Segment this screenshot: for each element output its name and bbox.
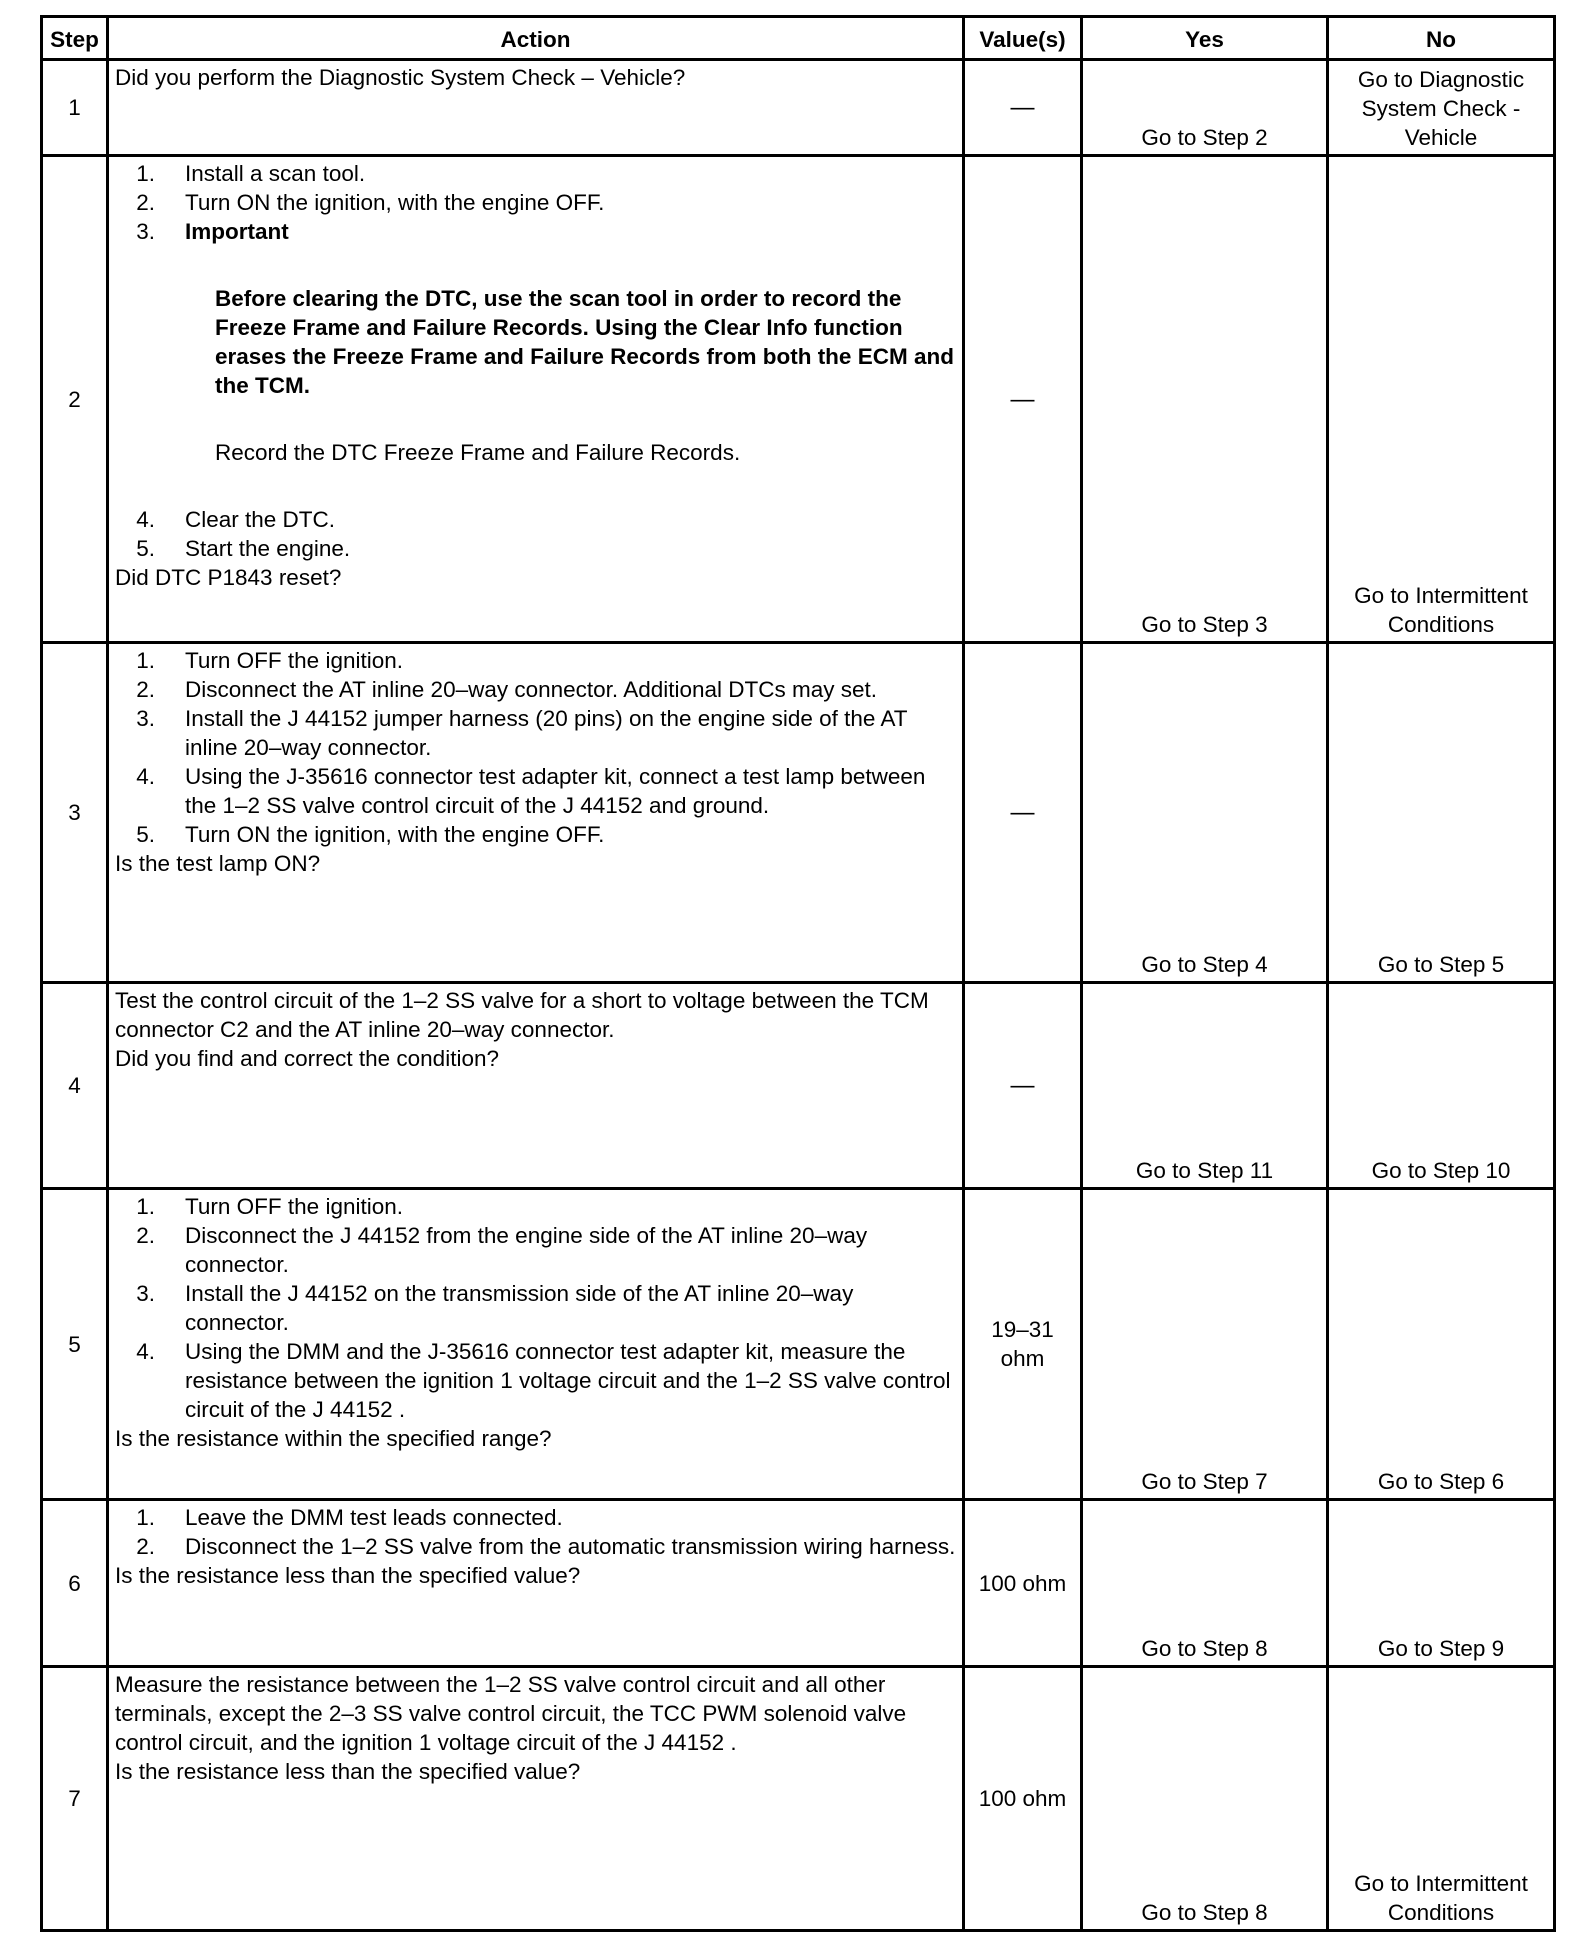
header-values: Value(s) xyxy=(964,17,1082,60)
question-text: Is the test lamp ON? xyxy=(115,851,321,876)
table-row-step-2 xyxy=(42,156,1555,643)
step-number: 6 xyxy=(42,1500,108,1667)
important-note: Before clearing the DTC, use the scan tool in order to record the Freeze Frame and Failure Records. Using the Clear Info function erases the Freeze Frame and Failure Records from both the ECM and the TCM. xyxy=(215,286,954,398)
action-cell xyxy=(108,983,964,1189)
action-cell xyxy=(108,1500,964,1667)
value-cell: — xyxy=(964,60,1082,156)
step-number: 7 xyxy=(42,1667,108,1931)
list-item: 5. Turn ON the ignition, with the engine OFF. xyxy=(136,822,605,847)
yes-link[interactable]: Go to Step 11 xyxy=(1082,983,1328,1189)
action-cell xyxy=(108,1189,964,1500)
yes-link[interactable]: Go to Step 3 xyxy=(1082,156,1328,643)
value-cell: 19–31 ohm xyxy=(964,1189,1082,1500)
header-step: Step xyxy=(42,17,108,60)
list-item: 3. Install the J 44152 on the transmission side of the AT inline 20–way connector. xyxy=(136,1281,854,1335)
list-item: 2. Disconnect the 1–2 SS valve from the automatic transmission wiring harness. xyxy=(136,1534,956,1559)
action-steps xyxy=(115,159,956,563)
action-cell xyxy=(108,643,964,983)
action-text: Test the control circuit of the 1–2 SS valve for a short to voltage between the TCM connector C2 and the AT inline 20–way connector. xyxy=(115,988,929,1042)
table-row-step-1 xyxy=(42,60,1555,156)
question-text: Is the resistance less than the specified value? xyxy=(115,1563,581,1588)
no-link[interactable]: Go to Step 10 xyxy=(1328,983,1555,1189)
action-cell xyxy=(108,1667,964,1931)
no-link[interactable]: Go to Intermittent Conditions xyxy=(1328,156,1555,643)
no-link[interactable]: Go to Step 9 xyxy=(1328,1500,1555,1667)
list-item: 3. Important xyxy=(115,217,956,246)
question-text: Is the resistance less than the specified value? xyxy=(115,1759,581,1784)
list-item: 4. Using the J-35616 connector test adapter kit, connect a test lamp between the 1–2 SS valve control circuit of the J 44152 and ground. xyxy=(136,764,926,818)
action-text: Measure the resistance between the 1–2 SS valve control circuit and all other terminals, except the 2–3 SS valve control circuit, the TCC PWM solenoid valve control circuit, and the ignition 1 voltage circuit of the J 44152 . xyxy=(115,1672,907,1755)
list-item: 1. Install a scan tool. xyxy=(136,161,366,186)
yes-link[interactable]: Go to Step 4 xyxy=(1082,643,1328,983)
step-list xyxy=(115,646,956,849)
diagnostic-table xyxy=(40,15,1556,1932)
table-row-step-4 xyxy=(42,983,1555,1189)
no-link[interactable]: Go to Diagnostic System Check - Vehicle xyxy=(1328,60,1555,156)
yes-link[interactable]: Go to Step 2 xyxy=(1082,60,1328,156)
table-row-step-3 xyxy=(42,643,1555,983)
no-link[interactable]: Go to Step 5 xyxy=(1328,643,1555,983)
value-cell: — xyxy=(964,643,1082,983)
step-number: 4 xyxy=(42,983,108,1189)
step-number: 2 xyxy=(42,156,108,643)
list-item: 1. Leave the DMM test leads connected. xyxy=(136,1505,563,1530)
yes-link[interactable]: Go to Step 7 xyxy=(1082,1189,1328,1500)
value-cell: 100 ohm xyxy=(964,1667,1082,1931)
step-list xyxy=(115,1503,956,1561)
list-item: 3. Install the J 44152 jumper harness (20 pins) on the engine side of the AT inline 20–way connector. xyxy=(136,706,908,760)
header-no: No xyxy=(1328,17,1555,60)
record-instruction: Record the DTC Freeze Frame and Failure Records. xyxy=(215,440,741,465)
step-number: 5 xyxy=(42,1189,108,1500)
no-link[interactable]: Go to Intermittent Conditions xyxy=(1328,1667,1555,1931)
question-text: Did DTC P1843 reset? xyxy=(115,565,342,590)
step-number: 1 xyxy=(42,60,108,156)
important-heading: Important xyxy=(185,219,289,244)
value-cell: — xyxy=(964,983,1082,1189)
header-row xyxy=(42,17,1555,60)
yes-link[interactable]: Go to Step 8 xyxy=(1082,1667,1328,1931)
step-list xyxy=(115,505,956,563)
step-list xyxy=(115,1192,956,1424)
question-text: Did you find and correct the condition? xyxy=(115,1046,499,1071)
list-item: 1. Turn OFF the ignition. xyxy=(136,1194,404,1219)
list-item: 1. Turn OFF the ignition. xyxy=(136,648,404,673)
step-number: 3 xyxy=(42,643,108,983)
value-cell: 100 ohm xyxy=(964,1500,1082,1667)
header-action: Action xyxy=(108,17,964,60)
list-item: 4. Clear the DTC. xyxy=(136,507,336,532)
question-text: Is the resistance within the specified range? xyxy=(115,1426,552,1451)
list-item: 2. Disconnect the AT inline 20–way connector. Additional DTCs may set. xyxy=(136,677,878,702)
list-item: 5. Start the engine. xyxy=(136,536,351,561)
table-row-step-6 xyxy=(42,1500,1555,1667)
yes-link[interactable]: Go to Step 8 xyxy=(1082,1500,1328,1667)
no-link[interactable]: Go to Step 6 xyxy=(1328,1189,1555,1500)
table-row-step-7 xyxy=(42,1667,1555,1931)
list-item: 2. Disconnect the J 44152 from the engine side of the AT inline 20–way connector. xyxy=(136,1223,868,1277)
header-yes: Yes xyxy=(1082,17,1328,60)
action-cell xyxy=(108,156,964,643)
question-text: Did you perform the Diagnostic System Check – Vehicle? xyxy=(115,65,686,90)
table-row-step-5 xyxy=(42,1189,1555,1500)
list-item: 4. Using the DMM and the J-35616 connector test adapter kit, measure the resistance between the ignition 1 voltage circuit and the 1–2 SS valve control circuit of the J 44152 . xyxy=(136,1339,951,1422)
step-list xyxy=(115,159,956,246)
list-item: 2. Turn ON the ignition, with the engine OFF. xyxy=(136,190,605,215)
value-cell: — xyxy=(964,156,1082,643)
action-cell xyxy=(108,60,964,156)
